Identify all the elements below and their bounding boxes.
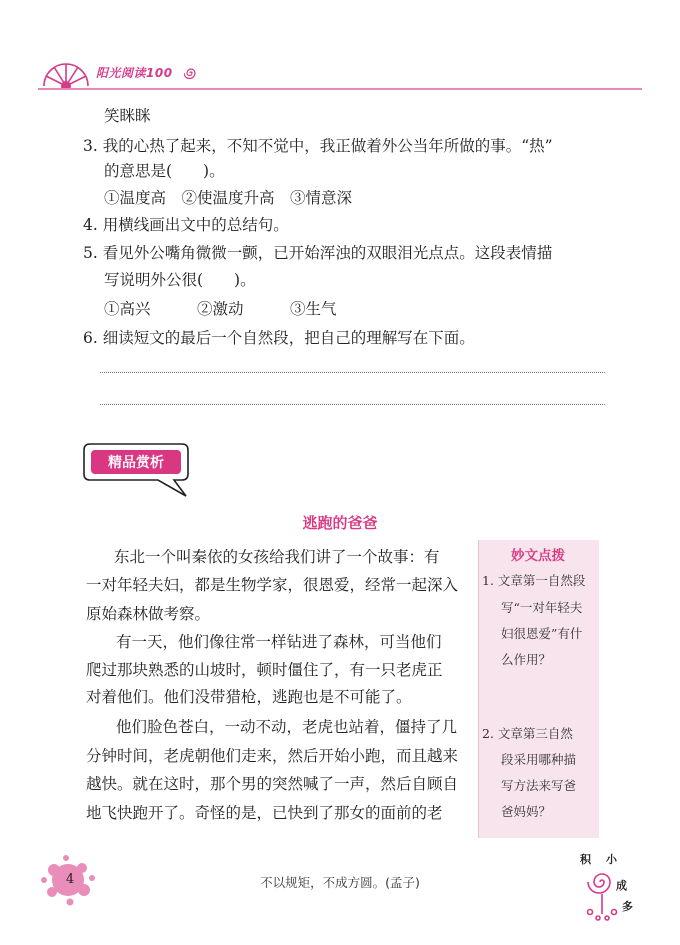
article-line: 有一天，他们像往常一样钻进了森林，可当他们: [116, 633, 442, 651]
article-line: 对着他们。他们没带猎枪，逃跑也是不可能了。: [86, 688, 412, 706]
answer-line[interactable]: [100, 404, 605, 405]
answer-line[interactable]: [100, 372, 605, 373]
section-badge-label: 精品赏析: [108, 455, 164, 471]
sidebar-question-line: 么作用？: [501, 652, 552, 667]
header-divider: [38, 88, 642, 90]
page-number: 4: [65, 872, 75, 887]
sunburst-fan-icon: [40, 58, 92, 88]
question-line: 5. 看见外公嘴角微微一颤，已开始浑浊的双眼泪光点点。这段表情描: [83, 244, 553, 262]
footer-logo-text: 成: [616, 879, 627, 892]
article-title: 逃跑的爸爸: [302, 514, 378, 532]
sidebar-title: 妙文点拨: [511, 548, 565, 564]
sidebar-question-line: 写“一对年轻夫: [501, 600, 583, 615]
question-line: ①高兴 ②激动 ③生气: [104, 300, 337, 318]
question-line: 笑眯眯: [104, 107, 151, 125]
sidebar-question-line: 1. 文章第一自然段: [482, 573, 586, 588]
article-line: 地飞快跑开了。奇怪的是，已快到了那女的面前的老: [86, 804, 443, 822]
question-line: ①温度高 ②使温度升高 ③情意深: [104, 189, 353, 207]
article-line: 原始森林做考察。: [86, 605, 211, 623]
article-line: 越快。就在这时，那个男的突然喊了一声，然后自顾自: [86, 775, 459, 793]
sidebar-question-line: 爸妈妈？: [501, 804, 552, 819]
footer-logo-text: 多: [622, 900, 633, 913]
article-line: 分钟时间，老虎朝他们走来，然后开始小跑，而且越来: [86, 747, 459, 765]
question-line: 写说明外公很( )。: [104, 271, 256, 289]
question-line: 6. 细读短文的最后一个自然段，把自己的理解写在下面。: [83, 329, 475, 347]
footer-logo-text: 小: [606, 853, 617, 866]
article-line: 一对年轻夫妇，都是生物学家，很恩爱，经常一起深入: [86, 576, 459, 594]
footer-logo-text: 积: [580, 853, 591, 866]
question-line: 3. 我的心热了起来，不知不觉中，我正做着外公当年所做的事。“热”: [83, 137, 553, 155]
brand-title: 阳光阅读100: [96, 66, 173, 80]
question-line: 的意思是( )。: [104, 162, 225, 180]
sidebar-question-line: 段采用哪种描: [501, 752, 577, 767]
article-line: 他们脸色苍白，一动不动，老虎也站着，僵持了几: [116, 718, 458, 736]
article-line: 东北一个叫秦依的女孩给我们讲了一个故事：有: [114, 548, 440, 566]
footer-quote: 不以规矩，不成方圆。(孟子): [260, 875, 420, 890]
sidebar-question-line: 妇很恩爱”有什: [501, 626, 583, 641]
article-line: 爬过那块熟悉的山坡时，顿时僵住了，有一只老虎正: [86, 661, 443, 679]
section-badge-bubble: [82, 440, 194, 500]
question-line: 4. 用横线画出文中的总结句。: [83, 216, 289, 234]
sidebar-question-line: 2. 文章第三自然: [482, 726, 573, 741]
sidebar-question-line: 写方法来写爸: [501, 778, 577, 793]
swirl-icon: [184, 66, 198, 80]
